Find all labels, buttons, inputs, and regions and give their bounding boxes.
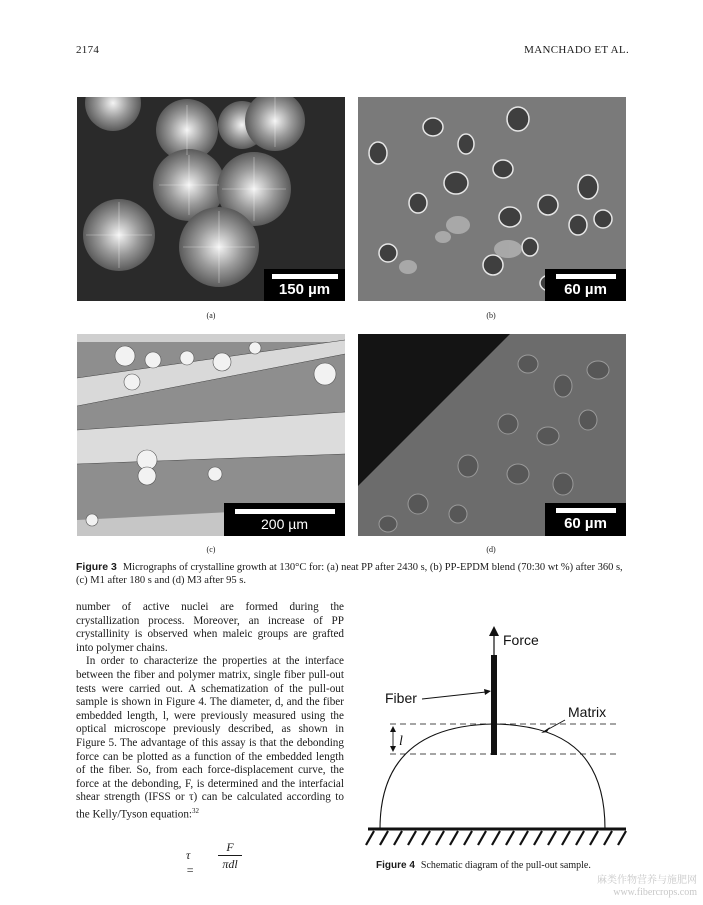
fiber-label: Fiber [385,690,417,706]
paragraph-2 [76,655,344,822]
page-number: 2174 [76,44,100,56]
figure-4-diagram [360,620,640,855]
watermark-line-2: www.fibercrops.com [613,887,697,898]
watermark-line-1: 麻类作物营养与施肥网 [597,875,697,886]
panel-label-a: (a) [206,311,216,320]
watermark [597,875,697,899]
body-text [76,601,344,822]
fiber-rod [491,655,497,755]
paragraph-2-text: In order to characterize the properties at the interface between the fiber and polymer matrix, single fiber pull-out tests were carried out. A schematization of the pull-out sample is shown in Figure 4. The diameter, d, and the fiber embedded length, l, were previously measured using the optical microscope previously described, as shown in Figure 5. The advantage of this assay is that the debonding force can be plotted as a function of the embedded length of the fiber. So, from each force-displacement curve, the force at the debonding, F, is determined and the interfacial shear strength (IFSS or τ) can be calculated according to the Kelly/Tyson equation: [76,655,344,821]
scale-bar-b [545,269,626,301]
panel-label-b: (b) [486,311,496,320]
paragraph-1: number of active nuclei are formed during the crystallization process. Moreover, an increase of PP crystallinity is observed when maleic groups are grafted into polymer chains. [76,601,344,654]
force-label: Force [503,632,539,648]
panel-label-c: (c) [206,545,216,554]
embedded-length-label: l [399,734,403,749]
force-arrowhead [489,626,499,636]
pull-out-schematic [360,620,640,855]
scale-label: 150 µm [278,280,331,298]
scale-label: 200 µm [261,515,308,532]
fiber-pointer [422,692,486,699]
scale-bar-a [264,269,345,301]
figure-4-caption-text: Schematic diagram of the pull-out sample. [420,860,591,871]
scale-bar-c [224,503,345,536]
figure-3-caption-text: Micrographs of crystalline growth at 130°C for: (a) neat PP after 2430 s, (b) PP-EPDM blend (70:30 wt %) after 360 s, (c) M1 after 180 s and (d) M3 after 95 s. [76,562,623,586]
figure-4-label: Figure 4 [376,860,415,871]
scale-bar-line [556,508,616,513]
running-head: MANCHADO ET AL. [524,44,629,56]
substrate-hatching [366,831,626,845]
scale-bar-line [235,509,335,514]
equation-denominator: πdl [222,857,238,871]
equation-numerator: F [218,840,242,856]
figure-4-caption [376,860,591,871]
scale-bar-line [556,274,616,279]
tau-symbol: τ = [186,848,195,877]
figure-3-caption [76,561,636,587]
panel-label-d: (d) [486,545,496,554]
scale-label: 60 µm [564,515,607,532]
matrix-label: Matrix [568,704,607,720]
figure-3-label: Figure 3 [76,561,117,573]
citation-ref: 32 [192,806,200,815]
scale-label: 60 µm [564,280,607,298]
scale-bar-d [545,503,626,536]
scale-bar-line [272,274,338,279]
